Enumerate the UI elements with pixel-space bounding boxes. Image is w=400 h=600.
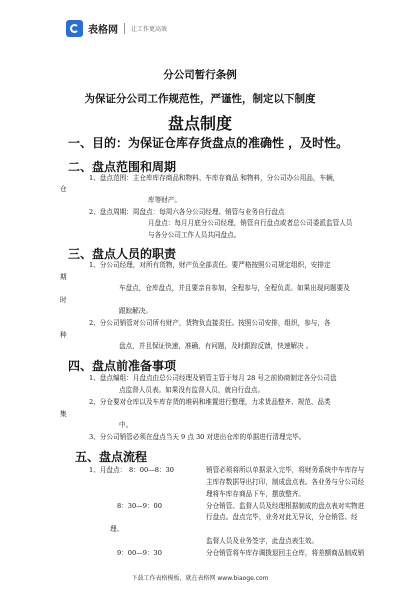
section-4-line: 3、分公司销管必须在盘点当天 9 点 30 对进出仓库的单据进行清理完毕。 [89,433,306,441]
page-footer: 下载工作表格模板，就在表格网 www.biaoge.com [131,575,269,582]
section-2-line: 2、盘点周期：周盘点：每周六各分公司经理、销管与业务自行盘点 [89,208,285,216]
section-2-title: 二、盘点范围和周期 [68,160,177,174]
logo-icon [66,20,83,37]
section-4-line: 集 [60,410,67,418]
section-4-line: 中。 [119,421,133,429]
section-2-line: 库等财产。 [148,196,181,204]
section-5-line: 销管必须将所以单据录入完毕，将财务系统中车库存与 [206,466,365,474]
section-2-line: 月盘点：每月月底分公司经理，销管自行盘点或者总公司委派监管人员 [148,219,353,227]
section-5-title: 五、盘点流程 [75,450,148,464]
section-4-line: 点监督人员表。如果没有监督人员，就自行盘点。 [119,386,265,394]
section-5-time: 9：00—9：30 [117,549,162,557]
section-3-line: 1、分公司经理，对所有货物，财产负全部责任。要严格按照公司规定组织，安排定 [89,261,331,269]
section-1-title: 一、目的：为保证仓库存货盘点的准确性 ，及时性。 [68,136,349,150]
section-2-line: 与各分公司工作人员共同盘点。 [148,231,241,239]
section-3-line: 跟踪解决。 [119,307,152,315]
section-5-time: 8：00—8：30 [129,466,174,474]
section-5-line: 分仓销管、监督人员及经理根据制成的盘点表对实物进 [206,502,365,510]
section-3-line: 2、分公司销管对公司所有财产，货物负直接责任。按照公司安排，组织，参与，各 [89,319,331,327]
section-5-line: 主库存数据导出打印，制成盘点表。各业务与分公司经 [206,478,365,486]
section-5-line: 理将车库存商品下车，摆放整齐。 [206,490,305,498]
doc-title: 分公司暂行条例 [163,69,237,81]
section-5-line: 行盘点。盘点完毕，业务对此无异议，分仓销管、经 [206,513,358,521]
doc-intro: 为保证分公司工作规范性，严谨性，制定以下制度 [84,93,316,105]
section-5-line: 分仓销管将车库存调拨退回主仓库，将差额商品制成销 [206,549,365,557]
brand-slogan: 让工作更高效 [131,26,168,33]
section-4-line: 2、分仓要对仓库以及车库存货的堆码和堆置进行整理，力求货品整齐、规范、品类 [89,398,331,406]
section-5-label: 1、月盘点： [89,466,127,474]
section-2-line: 1、盘点范围：主仓库库存商品和物料、车库存商品 和物料，分公司办公用品，车辆， [89,174,340,182]
section-5-line: 监督人员及业务签字，此盘点表生效。 [206,537,319,545]
section-5-time: 8：30—9：00 [117,502,162,510]
section-3-line: 车盘点，仓库盘点，并且要亲自参加，全程参与，全程负责。如果出现问题要及 [119,284,350,292]
brand-name: 表格网 [88,25,118,36]
section-4-title: 四、盘点前准备事项 [68,359,177,373]
section-2-line: 仓 [60,185,67,193]
section-3-line: 时 [60,296,67,304]
section-3-line: 期 [60,273,67,281]
section-3-line: 盘点，并且保证快速，准确，有问题，及时跟踪反馈，快速解决 。 [119,342,313,350]
section-3-line: 种 [60,331,67,339]
section-5-line: 理、 [110,525,124,533]
brand-logo [66,20,167,37]
section-4-line: 1、盘点编组：月盘点由总公司经理及销管主管于每月 28 号之前协商制定各分公司盘 [89,374,337,382]
brand-divider [124,23,125,34]
section-3-title: 三、盘点人员的职责 [68,247,177,261]
doc-heading: 盘点制度 [167,114,232,133]
